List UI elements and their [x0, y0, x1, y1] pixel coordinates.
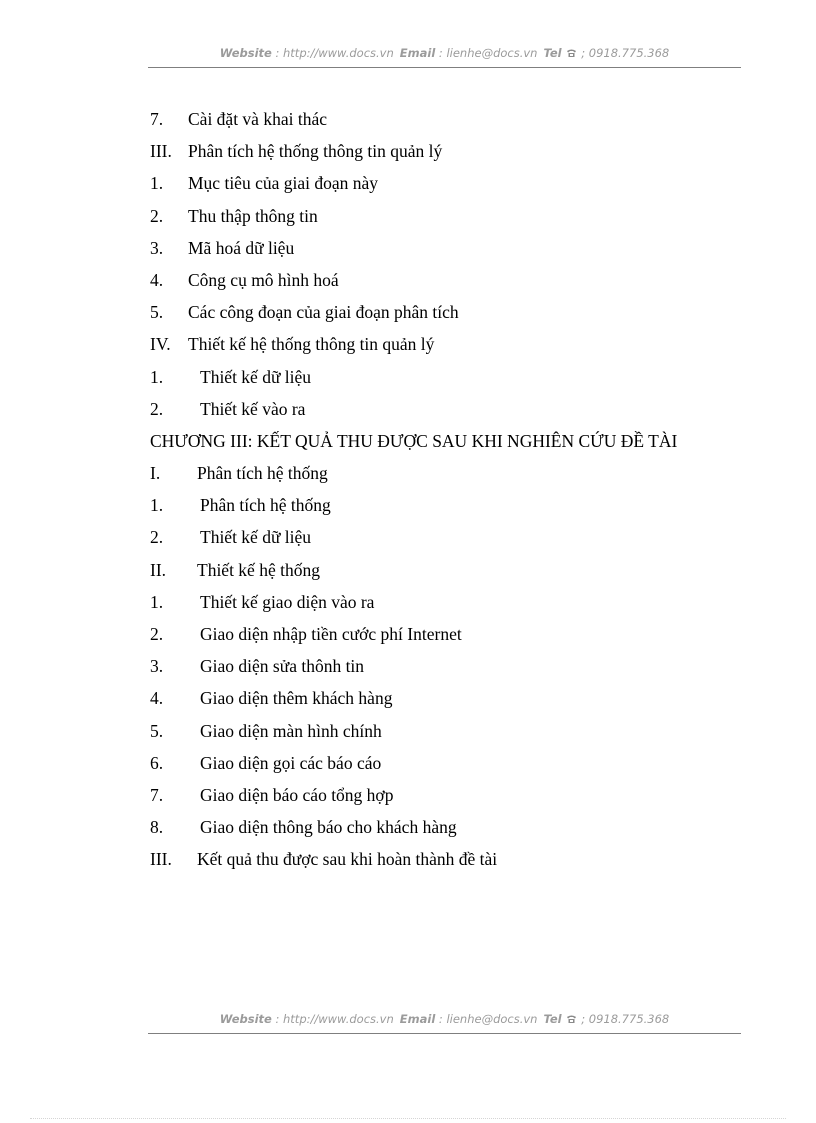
toc-title: Thiết kế giao diện vào ra: [200, 591, 375, 612]
toc-entry: [150, 232, 750, 264]
toc-title: Thiết kế vào ra: [200, 398, 306, 419]
toc-number: IV.: [150, 334, 171, 355]
toc-title: Mục tiêu của giai đoạn này: [188, 173, 379, 194]
toc-entry: [150, 715, 750, 747]
email-value: : lienhe@docs.vn: [435, 46, 538, 60]
toc-number: 2.: [150, 205, 164, 226]
website-label: Website: [219, 46, 272, 60]
toc-entry: [150, 457, 750, 489]
toc-entry: [150, 296, 750, 328]
toc-title: Giao diện báo cáo tổng hợp: [200, 784, 394, 805]
toc-entry: [150, 843, 750, 875]
tel-value: ; 0918.775.368: [577, 1012, 670, 1026]
page-bottom-rule: [30, 1118, 786, 1119]
toc-entry: [150, 618, 750, 650]
toc-entry: [150, 103, 750, 135]
toc-number: 4.: [150, 269, 164, 290]
toc-entry: [150, 489, 750, 521]
toc-number: 7.: [150, 784, 164, 805]
chapter-heading: [150, 425, 750, 457]
toc-number: 2.: [150, 527, 164, 548]
table-of-contents: [150, 103, 750, 876]
toc-number: 1.: [150, 591, 164, 612]
toc-number: II.: [150, 559, 167, 580]
toc-entry: [150, 779, 750, 811]
toc-number: 1.: [150, 366, 164, 387]
toc-entry: [150, 650, 750, 682]
toc-entry: [150, 135, 750, 167]
email-label: Email: [399, 46, 436, 60]
tel-label: Tel: [543, 46, 562, 60]
toc-entry: [150, 747, 750, 779]
toc-title: Giao diện nhập tiền cước phí Internet: [200, 624, 462, 644]
toc-number: 1.: [150, 495, 164, 516]
toc-title: Thiết kế dữ liệu: [200, 527, 312, 548]
toc-title: Phân tích hệ thống: [197, 463, 328, 484]
toc-title: Giao diện thông báo cho khách hàng: [200, 817, 457, 838]
toc-number: 7.: [150, 109, 164, 129]
toc-number: 2.: [150, 398, 164, 419]
website-label: Website: [219, 1012, 272, 1026]
toc-title: Phân tích hệ thống thông tin quản lý: [188, 141, 443, 162]
toc-number: I.: [150, 463, 161, 484]
toc-title: Giao diện màn hình chính: [200, 720, 382, 741]
toc-number: 5.: [150, 302, 164, 323]
toc-number: III.: [150, 849, 172, 870]
toc-title: Mã hoá dữ liệu: [188, 237, 295, 258]
toc-title: Phân tích hệ thống: [200, 495, 331, 516]
toc-entry: [150, 328, 750, 360]
toc-entry: [150, 167, 750, 199]
toc-title: Giao diện gọi các báo cáo: [200, 752, 382, 773]
toc-title: Cài đặt và khai thác: [188, 109, 327, 129]
toc-title: Công cụ mô hình hoá: [188, 269, 339, 290]
toc-entry: [150, 264, 750, 296]
toc-number: 2.: [150, 624, 164, 644]
toc-number: 5.: [150, 720, 164, 741]
toc-number: III.: [150, 141, 172, 162]
toc-entry: [150, 554, 750, 586]
toc-title: Giao diện thêm khách hàng: [200, 688, 393, 709]
toc-entry: [150, 811, 750, 843]
toc-title: Thu thập thông tin: [188, 205, 318, 226]
toc-number: 8.: [150, 817, 164, 838]
toc-number: 3.: [150, 237, 164, 258]
toc-entry: [150, 682, 750, 714]
website-value: : http://www.docs.vn: [271, 1012, 394, 1026]
website-value: : http://www.docs.vn: [271, 46, 394, 60]
toc-entry: [150, 521, 750, 553]
page-header: [148, 45, 741, 68]
page-footer: [148, 1011, 741, 1034]
chapter-title: CHƯƠNG III: KẾT QUẢ THU ĐƯỢC SAU KHI NGHIÊN CỨU ĐỀ TÀI: [150, 430, 678, 451]
toc-number: 6.: [150, 752, 164, 773]
tel-value: ; 0918.775.368: [577, 46, 670, 60]
toc-title: Thiết kế dữ liệu: [200, 366, 312, 387]
phone-icon: [566, 48, 577, 58]
toc-number: 4.: [150, 688, 164, 709]
toc-title: Giao diện sửa thônh tin: [200, 656, 365, 677]
toc-number: 1.: [150, 173, 164, 194]
toc-title: Kết quả thu được sau khi hoàn thành đề tài: [197, 849, 498, 870]
toc-number: 3.: [150, 656, 164, 677]
email-label: Email: [399, 1012, 436, 1026]
email-value: : lienhe@docs.vn: [435, 1012, 538, 1026]
toc-entry: [150, 361, 750, 393]
toc-title: Các công đoạn của giai đoạn phân tích: [188, 302, 459, 323]
toc-entry: [150, 586, 750, 618]
toc-entry: [150, 393, 750, 425]
phone-icon: [566, 1014, 577, 1024]
toc-title: Thiết kế hệ thống thông tin quản lý: [188, 334, 435, 355]
tel-label: Tel: [543, 1012, 562, 1026]
toc-title: Thiết kế hệ thống: [197, 559, 320, 580]
toc-entry: [150, 200, 750, 232]
